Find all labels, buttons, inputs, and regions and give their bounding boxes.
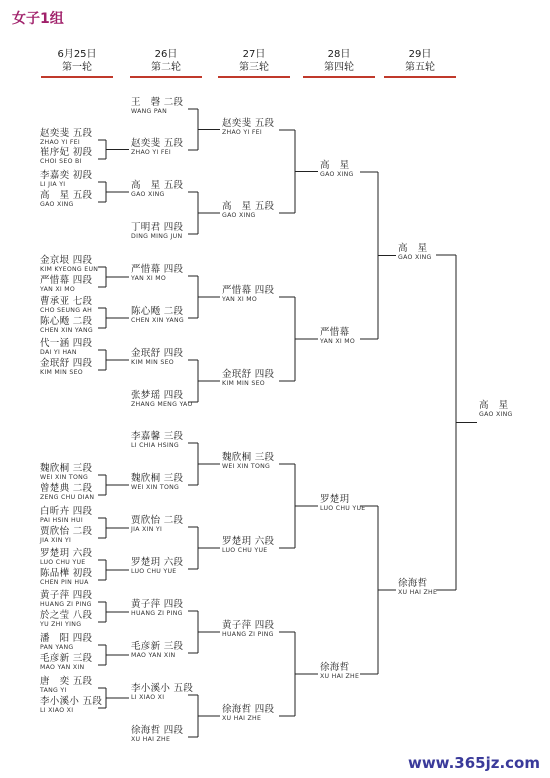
player-entry <box>222 452 274 470</box>
player-name: 严惜幕 四段 <box>222 285 275 296</box>
player-name-romanized: GAO XING <box>222 212 256 219</box>
round-date: 28日 <box>327 49 351 60</box>
player-name-romanized: ZHANG MENG YAO <box>131 401 193 408</box>
player-entry <box>40 568 92 586</box>
group-title: 女子1组 <box>12 11 64 27</box>
player-name-romanized: DAI YI HAN <box>40 349 77 356</box>
player-name-romanized: GAO XING <box>131 191 165 198</box>
player-entry <box>40 463 92 481</box>
player-entry <box>40 506 92 524</box>
player-entry <box>40 483 94 501</box>
player-name-romanized: ZENG CHU DIAN <box>40 494 95 501</box>
player-name: 李嘉馨 三段 <box>131 431 184 442</box>
player-entry <box>131 515 183 533</box>
round-header-3 <box>218 49 290 74</box>
player-name: 黄子萍 四段 <box>40 590 93 601</box>
player-entry <box>40 653 92 671</box>
player-entry <box>131 97 183 115</box>
player-entry <box>131 725 183 743</box>
player-name: 黄子萍 四段 <box>131 599 184 610</box>
player-name-romanized: HUANG ZI PING <box>40 601 92 608</box>
player-name: 徐海哲 四段 <box>131 725 184 736</box>
player-entry <box>131 264 183 282</box>
player-name: 徐海哲 <box>320 662 350 673</box>
player-entry <box>40 358 92 376</box>
player-entry <box>222 704 274 722</box>
player-name: 金珉舒 四段 <box>222 369 275 380</box>
player-entry <box>222 369 274 387</box>
player-name: 陈品樺 初段 <box>40 568 93 579</box>
player-name-romanized: LI CHIA HSING <box>131 442 179 449</box>
player-entry <box>320 662 359 680</box>
player-name: 徐海哲 <box>398 578 428 589</box>
player-name: 高 星 <box>320 160 350 171</box>
player-name-romanized: TANG YI <box>40 687 67 694</box>
player-entry <box>131 683 193 701</box>
player-name: 毛彦新 三段 <box>131 641 184 652</box>
header-underline <box>303 76 375 78</box>
player-name-romanized: LUO CHU YUE <box>222 547 268 554</box>
player-name-romanized: LI XIAO XI <box>131 694 165 701</box>
player-entry <box>40 147 92 165</box>
player-entry <box>222 201 274 219</box>
round-header-2 <box>130 49 202 74</box>
player-entry <box>40 128 92 146</box>
player-name-romanized: KIM KYEONG EUN <box>40 266 99 273</box>
round-header-1 <box>41 49 113 74</box>
player-name: 张梦瑶 四段 <box>131 390 184 401</box>
player-name: 毛彦新 三段 <box>40 653 93 664</box>
player-name: 陈心飏 二段 <box>40 316 93 327</box>
round-date: 6月25日 <box>57 49 97 60</box>
player-name: 高 星 五段 <box>40 190 93 201</box>
player-name-romanized: ZHAO YI FEI <box>222 129 263 136</box>
player-entry <box>40 526 92 544</box>
player-name: 高 星 五段 <box>131 180 184 191</box>
player-name: 於之莹 八段 <box>40 610 93 621</box>
round-date: 27日 <box>242 49 266 60</box>
player-name: 魏欣桐 三段 <box>131 473 184 484</box>
player-entry <box>40 548 92 566</box>
player-name: 陈心飏 二段 <box>131 306 184 317</box>
player-name: 严惜幕 四段 <box>40 275 93 286</box>
player-name-romanized: LUO CHU YUE <box>320 505 366 512</box>
player-name-romanized: KIM MIN SEO <box>40 369 83 376</box>
player-name: 高 星 五段 <box>222 201 275 212</box>
player-entry <box>320 494 366 512</box>
player-name: 赵奕斐 五段 <box>40 128 93 139</box>
round-label: 第一轮 <box>62 62 92 73</box>
player-name: 曾楚典 二段 <box>40 483 93 494</box>
header-underline <box>41 76 113 78</box>
player-entry <box>40 255 98 273</box>
header-underline <box>384 76 456 78</box>
player-entry <box>222 118 274 136</box>
player-name: 李小溪小 五段 <box>40 696 103 707</box>
player-name-romanized: DING MING JUN <box>131 233 183 240</box>
player-entry <box>131 641 183 659</box>
player-name-romanized: KIM MIN SEO <box>131 359 174 366</box>
player-name: 罗楚玥 <box>320 494 350 505</box>
player-name: 罗楚玥 六段 <box>131 557 184 568</box>
player-entry <box>131 138 183 156</box>
player-entry <box>40 316 93 334</box>
player-name: 崔序妃 初段 <box>40 147 93 158</box>
player-name: 潘 阳 四段 <box>40 633 93 644</box>
player-name-romanized: YAN XI MO <box>131 275 167 282</box>
player-entry <box>40 190 92 208</box>
player-name: 金珉舒 四段 <box>40 358 93 369</box>
player-name-romanized: XU HAI ZHE <box>222 715 262 722</box>
player-name: 丁明君 四段 <box>131 222 184 233</box>
player-entry <box>40 338 92 356</box>
header-underline <box>130 76 202 78</box>
player-name: 赵奕斐 五段 <box>131 138 184 149</box>
player-entry <box>398 578 437 596</box>
player-name-romanized: MAO YAN XIN <box>40 664 85 671</box>
player-name-romanized: GAO XING <box>479 411 513 418</box>
player-name-romanized: HUANG ZI PING <box>131 610 183 617</box>
round-header-4 <box>303 49 375 74</box>
player-entry <box>222 620 274 638</box>
player-name: 魏欣桐 三段 <box>40 463 93 474</box>
round-header-5 <box>384 49 456 74</box>
player-entry <box>320 160 354 178</box>
player-entry <box>320 327 355 345</box>
player-entry <box>131 222 183 240</box>
player-entry <box>131 390 193 408</box>
round-label: 第三轮 <box>239 62 269 73</box>
player-name-romanized: XU HAI ZHE <box>131 736 171 743</box>
player-name: 高 星 <box>398 243 428 254</box>
player-name-romanized: CHEN XIN YANG <box>131 317 184 324</box>
player-entry <box>131 557 183 575</box>
player-name: 代一涵 四段 <box>40 338 93 349</box>
player-name: 李嘉奕 初段 <box>40 170 93 181</box>
player-name: 徐海哲 四段 <box>222 704 275 715</box>
player-entry <box>131 431 183 449</box>
player-entry <box>40 610 92 628</box>
round-date: 29日 <box>408 49 432 60</box>
round-label: 第五轮 <box>405 62 435 73</box>
player-name: 罗楚玥 六段 <box>222 536 275 547</box>
player-name-romanized: WEI XIN TONG <box>40 474 89 481</box>
player-name-romanized: LUO CHU YUE <box>131 568 177 575</box>
player-entry <box>479 400 513 418</box>
player-name-romanized: LI JIA YI <box>40 181 66 188</box>
player-name-romanized: WEI XIN TONG <box>131 484 180 491</box>
round-label: 第二轮 <box>151 62 181 73</box>
player-name-romanized: CHEN XIN YANG <box>40 327 93 334</box>
player-name-romanized: YAN XI MO <box>222 296 258 303</box>
player-name: 李小溪小 五段 <box>131 683 194 694</box>
player-name: 罗楚玥 六段 <box>40 548 93 559</box>
player-name: 贾欣怡 二段 <box>40 526 93 537</box>
player-entry <box>40 633 92 651</box>
player-entry <box>131 599 183 617</box>
player-name: 曹承亚 七段 <box>40 296 93 307</box>
player-name-romanized: PAN YANG <box>40 644 74 651</box>
header-underline <box>218 76 290 78</box>
player-entry <box>40 296 92 314</box>
player-entry <box>131 180 183 198</box>
player-name-romanized: JIA XIN YI <box>40 537 72 544</box>
player-name-romanized: GAO XING <box>320 171 354 178</box>
player-entry <box>40 275 92 293</box>
player-name-romanized: KIM MIN SEO <box>222 380 265 387</box>
player-entry <box>40 696 102 714</box>
player-name-romanized: XU HAI ZHE <box>398 589 438 596</box>
player-name-romanized: CHO SEUNG AH <box>40 307 93 314</box>
player-name-romanized: YU ZHI YING <box>40 621 82 628</box>
player-name-romanized: HUANG ZI PING <box>222 631 274 638</box>
player-name: 唐 奕 五段 <box>40 676 93 687</box>
player-name: 金珉舒 四段 <box>131 348 184 359</box>
player-entry <box>131 473 183 491</box>
player-entry <box>222 285 274 303</box>
player-name-romanized: CHEN PIN HUA <box>40 579 89 586</box>
round-date: 26日 <box>154 49 178 60</box>
player-name: 黄子萍 四段 <box>222 620 275 631</box>
player-entry <box>40 170 92 188</box>
player-entry <box>40 676 92 694</box>
player-name: 魏欣桐 三段 <box>222 452 275 463</box>
player-entry <box>40 590 92 608</box>
player-name-romanized: WANG PAN <box>131 108 167 115</box>
player-name: 高 星 <box>479 400 509 411</box>
player-name: 严惜幕 四段 <box>131 264 184 275</box>
player-name-romanized: MAO YAN XIN <box>131 652 176 659</box>
player-name-romanized: ZHAO YI FEI <box>40 139 81 146</box>
player-name-romanized: YAN XI MO <box>40 286 76 293</box>
player-name-romanized: LUO CHU YUE <box>40 559 86 566</box>
player-name-romanized: LI XIAO XI <box>40 707 74 714</box>
player-name: 王 磬 二段 <box>131 97 184 108</box>
player-name-romanized: WEI XIN TONG <box>222 463 271 470</box>
player-name-romanized: CHOI SEO BI <box>40 158 82 165</box>
player-name: 严惜幕 <box>320 327 350 338</box>
player-name: 贾欣怡 二段 <box>131 515 184 526</box>
player-name-romanized: ZHAO YI FEI <box>131 149 172 156</box>
player-name-romanized: JIA XIN YI <box>131 526 163 533</box>
player-name-romanized: XU HAI ZHE <box>320 673 360 680</box>
player-entry <box>131 348 183 366</box>
player-name: 金京垠 四段 <box>40 255 93 266</box>
player-name-romanized: GAO XING <box>40 201 74 208</box>
player-entry <box>131 306 184 324</box>
player-entry <box>222 536 274 554</box>
player-name-romanized: GAO XING <box>398 254 432 261</box>
player-name: 赵奕斐 五段 <box>222 118 275 129</box>
player-name: 白昕卉 四段 <box>40 506 93 517</box>
player-name-romanized: YAN XI MO <box>320 338 356 345</box>
round-label: 第四轮 <box>324 62 354 73</box>
site-watermark: www.365jz.com <box>407 754 540 772</box>
player-name-romanized: PAI HSIN HUI <box>40 517 83 524</box>
player-entry <box>398 243 432 261</box>
